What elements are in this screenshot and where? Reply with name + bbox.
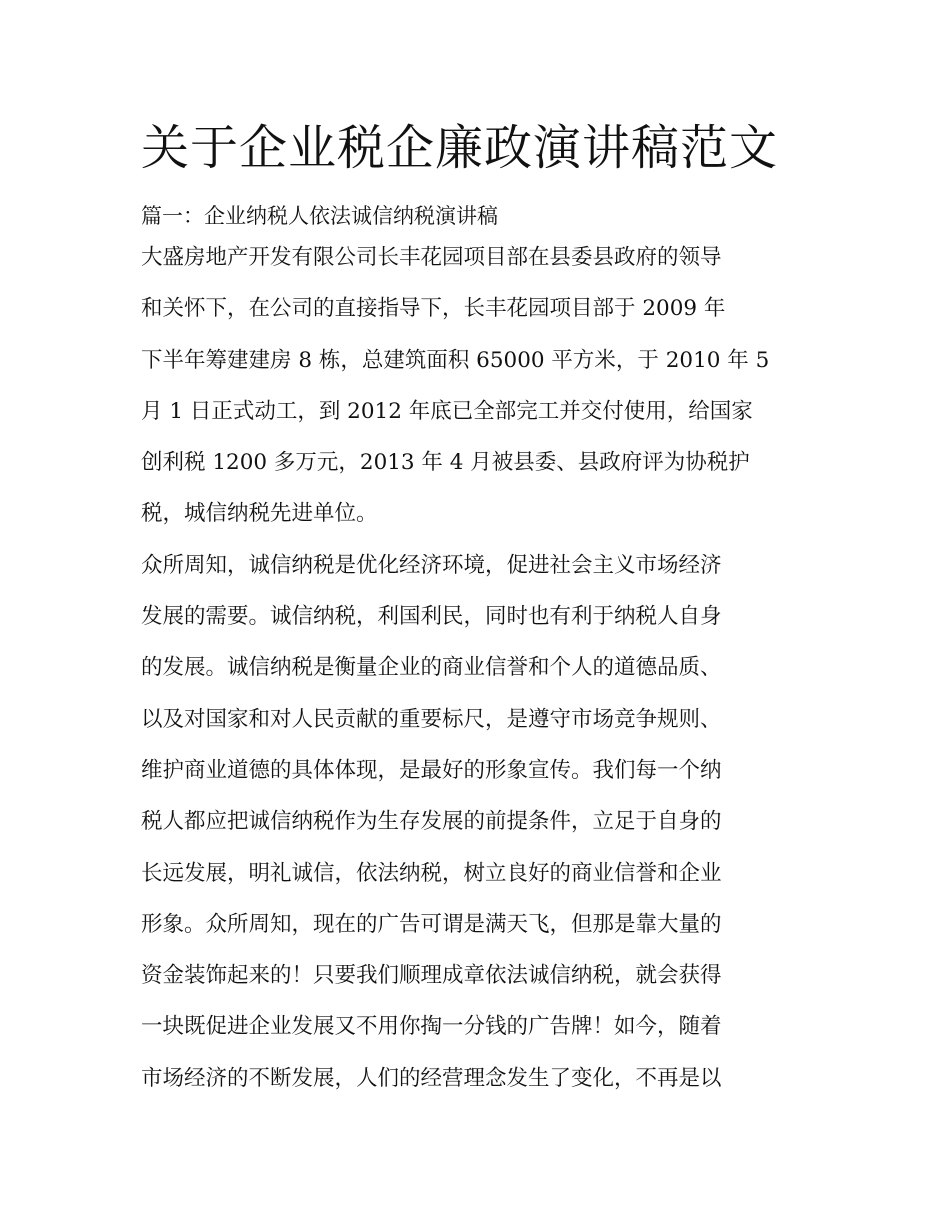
paragraph-honest-tax — [141, 540, 813, 1104]
paragraph-line: 创利税 1200 多万元，2013 年 4 月被县委、县政府评为协税护 — [141, 450, 750, 476]
document-title: 关于企业税企廉政演讲稿范文 — [141, 120, 779, 176]
paragraph-line: 月 1 日正式动工，到 2012 年底已全部完工并交付使用，给国家 — [141, 398, 753, 424]
paragraph-line: 长远发展，明礼诚信，依法纳税，树立良好的商业信誉和企业 — [141, 860, 722, 886]
document-body — [141, 118, 813, 1104]
paragraph-company-intro — [141, 232, 813, 540]
paragraph-line: 和关怀下，在公司的直接指导下，长丰花园项目部于 2009 年 — [141, 296, 726, 322]
paragraph-line: 大盛房地产开发有限公司长丰花园项目部在县委县政府的领导 — [141, 245, 722, 270]
paragraph-line: 的发展。诚信纳税是衡量企业的商业信誉和个人的道德品质、 — [141, 655, 722, 681]
paragraph-line: 税人都应把诚信纳税作为生存发展的前提条件，立足于自身的 — [141, 809, 722, 835]
paragraph-line: 市场经济的不断发展，人们的经营理念发生了变化，不再是以 — [141, 1065, 722, 1091]
paragraph-line: 形象。众所周知，现在的广告可谓是满天飞，但那是靠大量的 — [141, 911, 722, 937]
paragraph-line: 资金装饰起来的！只要我们顺理成章依法诚信纳税，就会获得 — [141, 963, 722, 989]
paragraph-line: 下半年筹建建房 8 栋，总建筑面积 65000 平方米，于 2010 年 5 — [141, 347, 770, 373]
paragraph-line: 维护商业道德的具体体现，是最好的形象宣传。我们每一个纳 — [141, 757, 722, 783]
paragraph-line: 以及对国家和对人民贡献的重要标尺，是遵守市场竞争规则、 — [141, 706, 722, 732]
section-heading: 篇一：企业纳税人依法诚信纳税演讲稿 — [141, 204, 498, 228]
paragraph-line: 税，城信纳税先进单位。 — [141, 501, 378, 527]
paragraph-line: 众所周知，诚信纳税是优化经济环境，促进社会主义市场经济 — [141, 552, 722, 578]
paragraph-line: 一块既促进企业发展又不用你掏一分钱的广告牌！如今，随着 — [141, 1014, 722, 1040]
paragraph-line: 发展的需要。诚信纳税，利国利民，同时也有利于纳税人自身 — [141, 604, 722, 630]
